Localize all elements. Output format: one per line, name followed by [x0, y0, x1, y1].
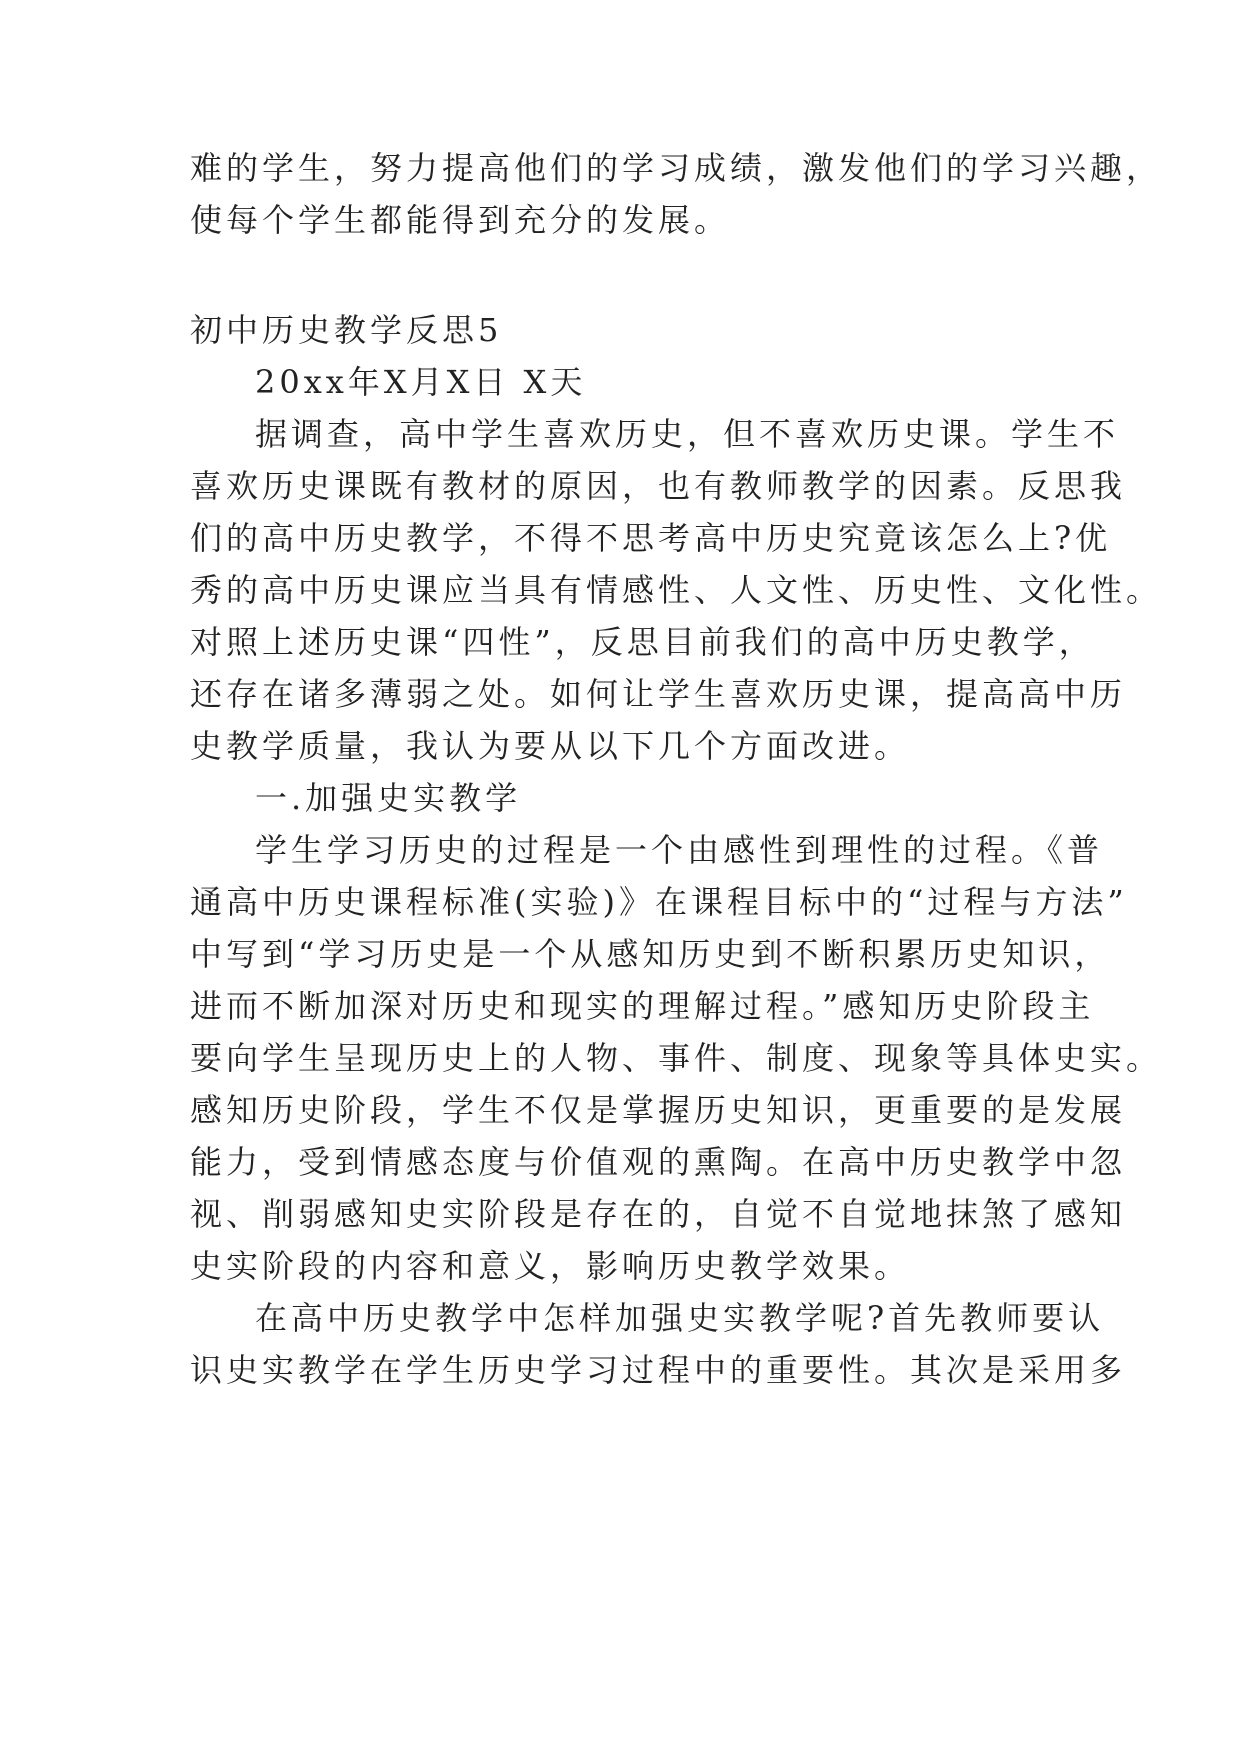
- date-line: 20xx年X月X日 X天: [255, 363, 587, 401]
- paragraph-3-line-2: 识史实教学在学生历史学习过程中的重要性。其次是采用多: [190, 1351, 1127, 1389]
- intro-line-2: 使每个学生都能得到充分的发展。: [190, 201, 731, 239]
- paragraph-2-line-2: 通高中历史课程标准(实验)》在课程目标中的“过程与方法”: [190, 883, 1128, 921]
- heading-1: 一.加强史实教学: [255, 779, 522, 817]
- paragraph-2-line-6: 感知历史阶段，学生不仅是掌握历史知识，更重要的是发展: [190, 1091, 1127, 1129]
- paragraph-2-line-3: 中写到“学习历史是一个从感知历史到不断积累历史知识，: [190, 935, 1111, 973]
- paragraph-1-line-1: 据调查，高中学生喜欢历史，但不喜欢历史课。学生不: [255, 415, 1120, 453]
- paragraph-2-line-1: 学生学习历史的过程是一个由感性到理性的过程。《普: [255, 831, 1104, 869]
- paragraph-1-line-6: 还存在诸多薄弱之处。如何让学生喜欢历史课，提高高中历: [190, 675, 1127, 713]
- paragraph-1-line-7: 史教学质量，我认为要从以下几个方面改进。: [190, 727, 911, 765]
- paragraph-2-line-8: 视、削弱感知史实阶段是存在的，自觉不自觉地抹煞了感知: [190, 1195, 1127, 1233]
- paragraph-1-line-5: 对照上述历史课“四性”，反思目前我们的高中历史教学，: [190, 623, 1095, 661]
- paragraph-2-line-5: 要向学生呈现历史上的人物、事件、制度、现象等具体史实。: [190, 1039, 1163, 1077]
- paragraph-2-line-9: 史实阶段的内容和意义，影响历史教学效果。: [190, 1247, 911, 1285]
- paragraph-2-line-7: 能力，受到情感态度与价值观的熏陶。在高中历史教学中忽: [190, 1143, 1127, 1181]
- paragraph-2-line-4: 进而不断加深对历史和现实的理解过程。”感知历史阶段主: [190, 987, 1095, 1025]
- paragraph-1-line-4: 秀的高中历史课应当具有情感性、人文性、历史性、文化性。: [190, 571, 1163, 609]
- paragraph-1-line-3: 们的高中历史教学，不得不思考高中历史究竟该怎么上?优: [190, 519, 1112, 557]
- intro-line-1: 难的学生，努力提高他们的学习成绩，激发他们的学习兴趣，: [190, 149, 1163, 187]
- section-title: 初中历史教学反思5: [190, 311, 503, 349]
- paragraph-3-line-1: 在高中历史教学中怎样加强史实教学呢?首先教师要认: [255, 1299, 1105, 1337]
- paragraph-1-line-2: 喜欢历史课既有教材的原因，也有教师教学的因素。反思我: [190, 467, 1127, 505]
